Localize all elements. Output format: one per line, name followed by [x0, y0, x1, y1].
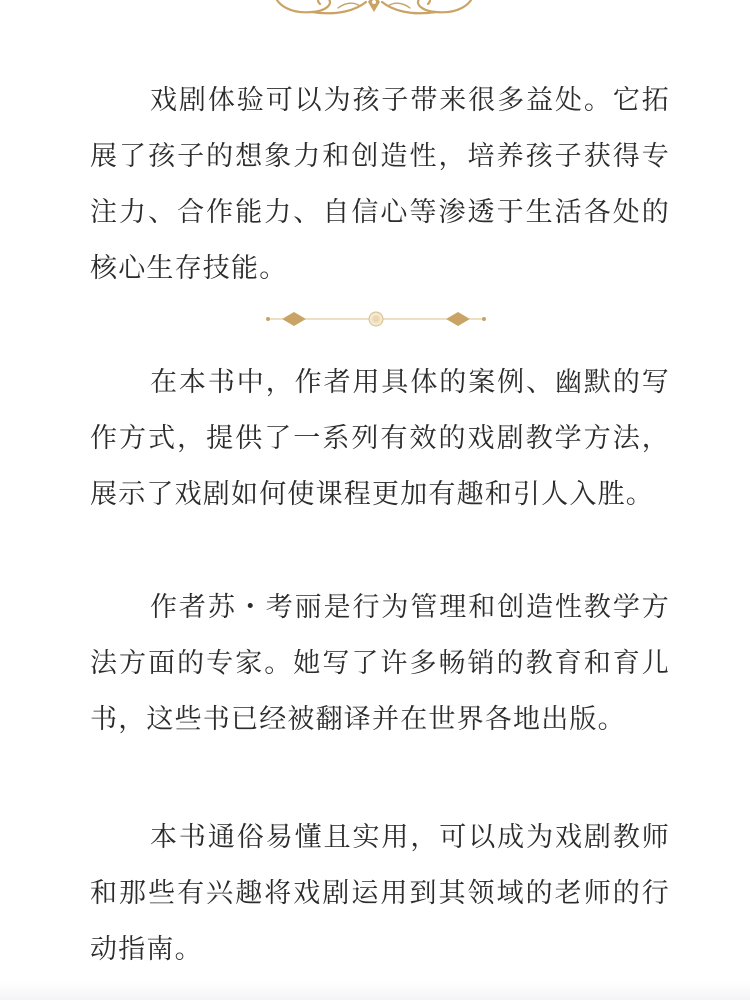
bottom-edge-shade: [0, 982, 750, 1000]
paragraph-drama-benefits: 戏剧体验可以为孩子带来很多益处。它拓展了孩子的想象力和创造性，培养孩子获得专注力、合作能力、自信心等渗透于生活各处的核心生存技能。: [90, 85, 670, 284]
paragraph-book-usefulness: 本书通俗易懂且实用，可以成为戏剧教师和那些有兴趣将戏剧运用到其领域的老师的行动指南。: [90, 822, 670, 965]
paragraph-book-content: 在本书中，作者用具体的案例、幽默的写作方式，提供了一系列有效的戏剧教学方法，展示了戏剧如何使课程更加有趣和引人入胜。: [90, 367, 670, 510]
diamond-divider-ornament: [262, 308, 490, 330]
top-scroll-ornament: [268, 0, 480, 26]
paragraph-author-intro: 作者苏・考丽是行为管理和创造性教学方法方面的专家。她写了许多畅销的教育和育儿书，这些书已经被翻译并在世界各地出版。: [90, 592, 670, 735]
